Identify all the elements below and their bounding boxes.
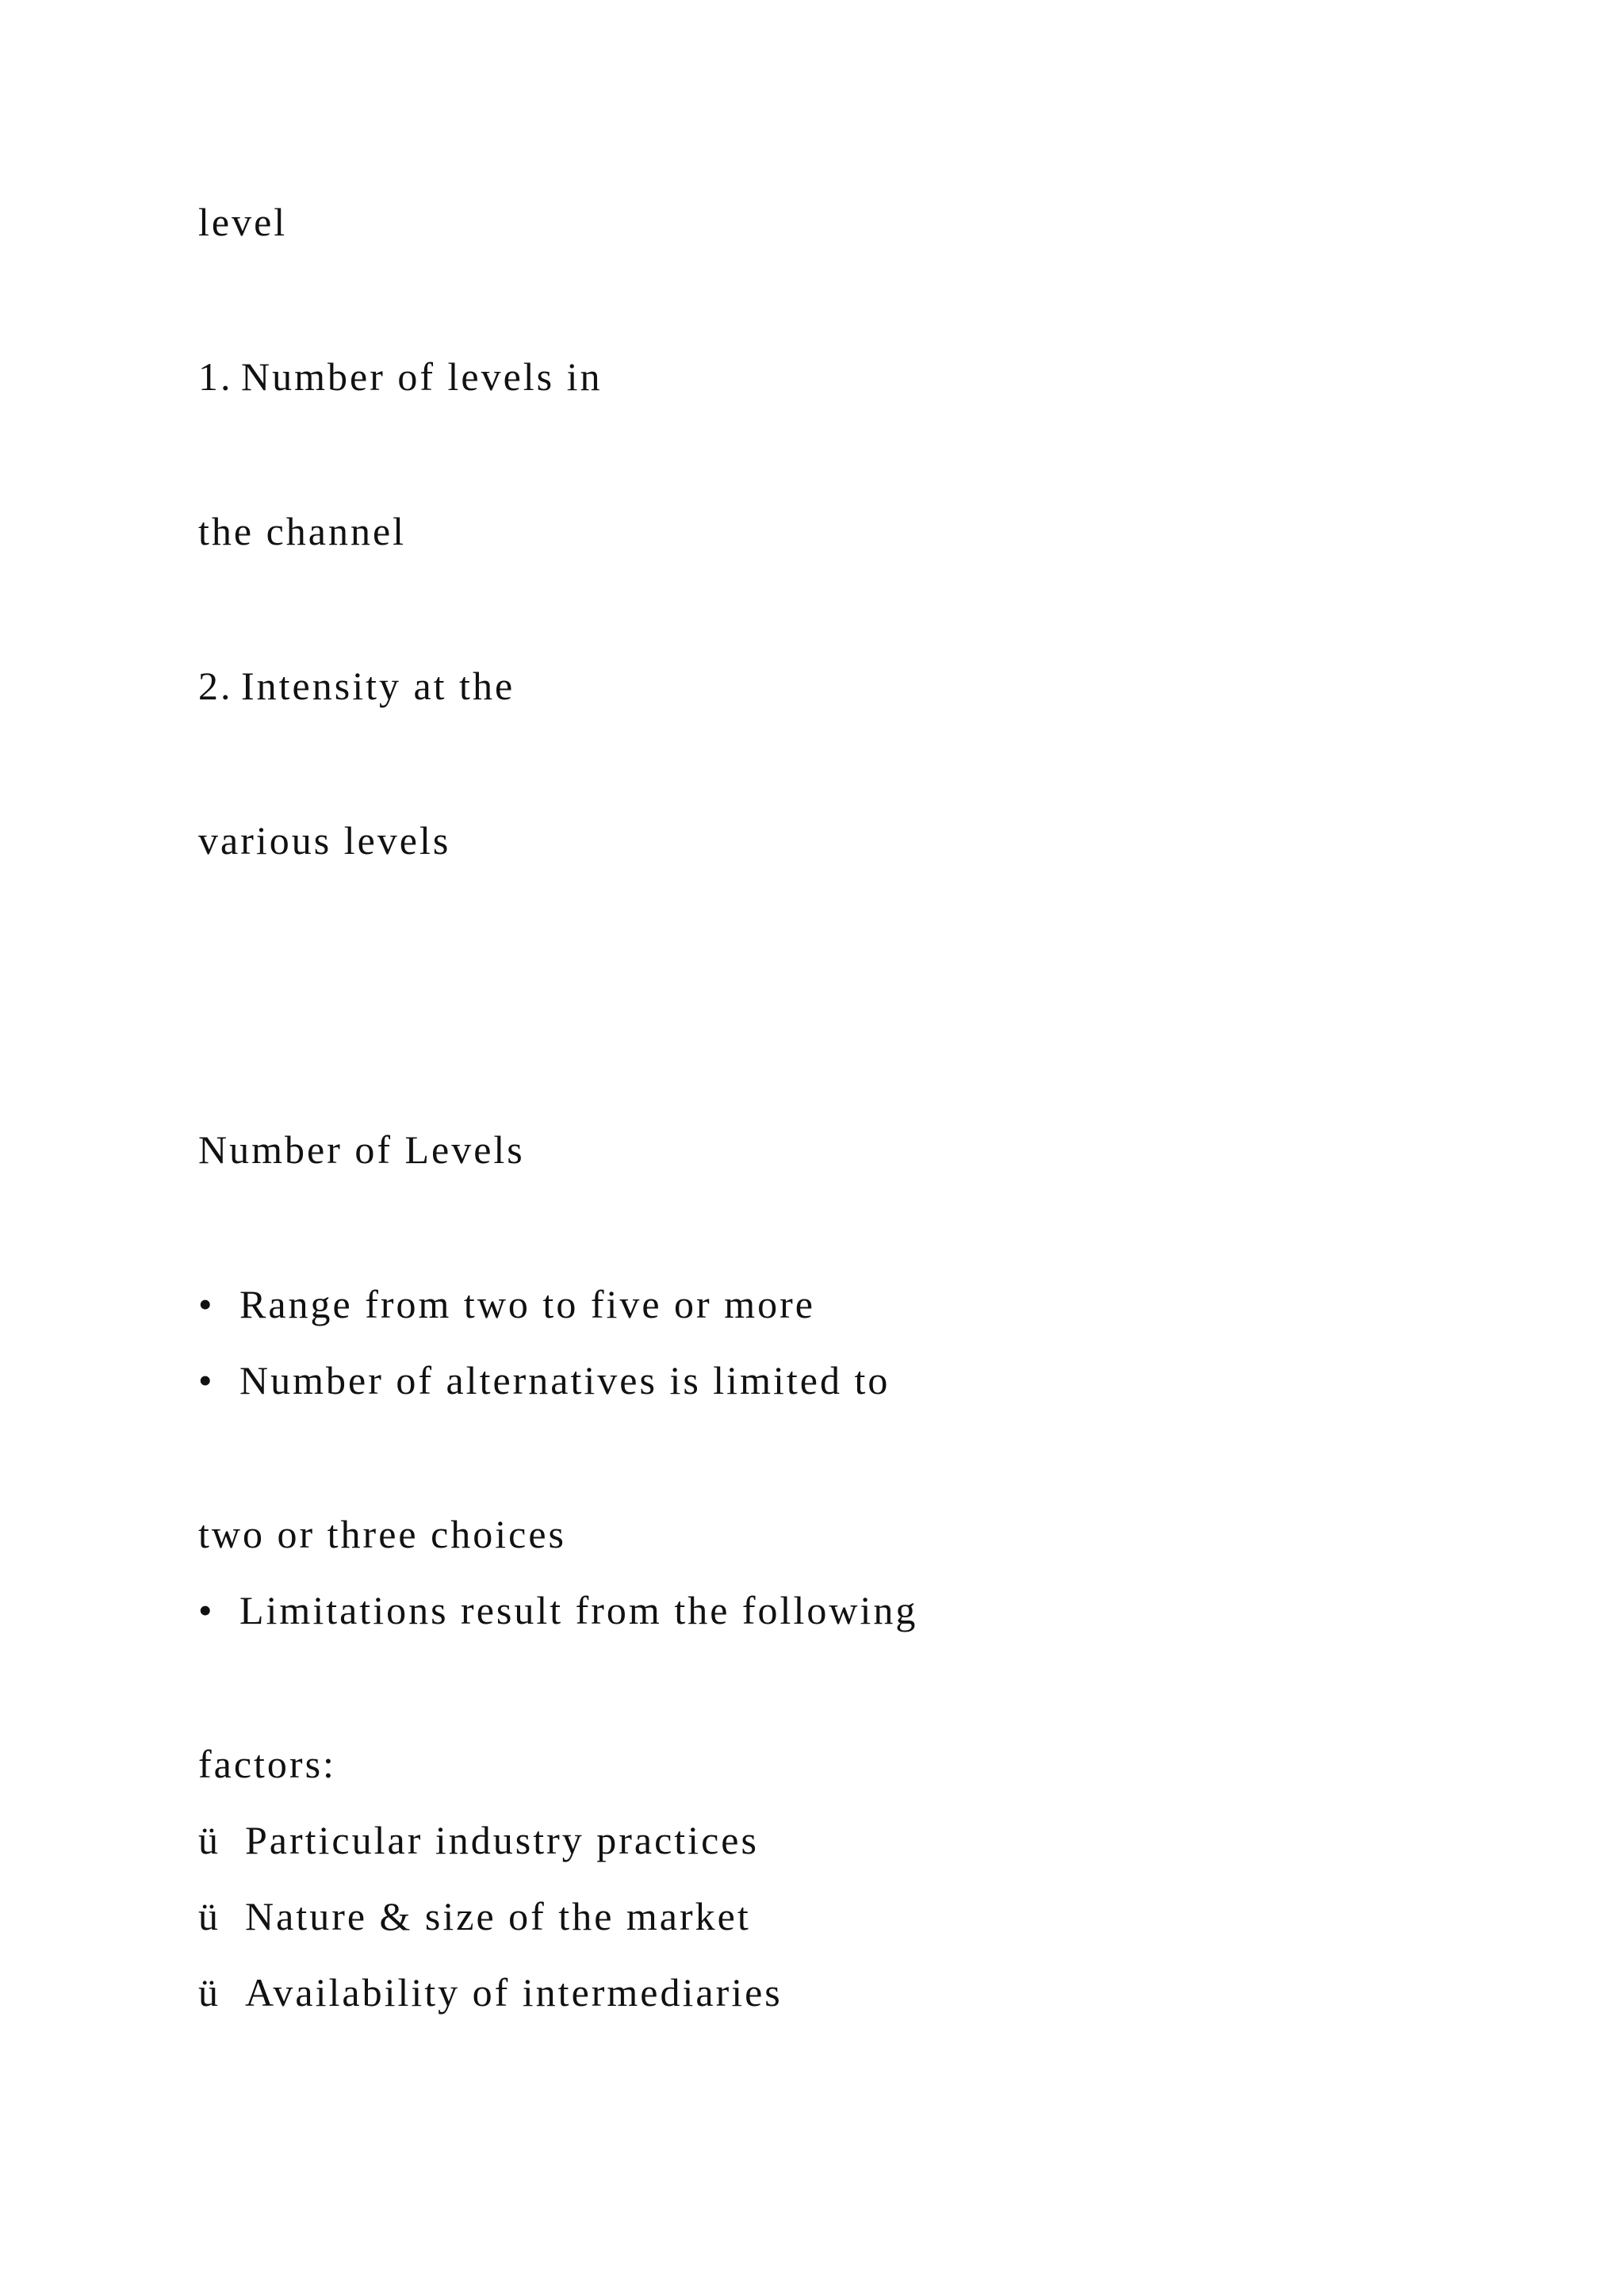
bullet-item [198,1357,890,1404]
numbered-item [198,662,515,710]
bullet-icon: • [198,1588,215,1632]
item-text: Limitations result from the following [239,1588,918,1632]
check-item [198,1969,783,2016]
item-text: Number of levels in [241,354,603,399]
text-line [198,1510,566,1558]
bullet-item [198,1586,917,1634]
item-text: Nature & size of the market [245,1894,751,1938]
checkmark-icon: ü [198,1818,220,1862]
bullet-icon: • [198,1358,215,1402]
line-text: the channel [198,509,407,553]
text-line [198,198,287,246]
line-text: various levels [198,818,451,863]
check-item [198,1892,751,1940]
line-text: two or three choices [198,1512,567,1556]
checkmark-icon: ü [198,1970,220,2015]
item-number: 2. [198,664,233,708]
checkmark-icon: ü [198,1894,220,1938]
text-line [198,1740,336,1788]
bullet-item [198,1280,815,1328]
item-text: Range from two to five or more [239,1282,815,1326]
line-text: factors: [198,1742,336,1786]
text-line [198,817,450,864]
section-heading [198,1126,525,1173]
numbered-item [198,353,603,400]
heading-text: Number of Levels [198,1127,525,1172]
check-item [198,1816,759,1864]
item-text: Number of alternatives is limited to [239,1358,891,1402]
text-line [198,507,406,555]
bullet-icon: • [198,1282,215,1326]
item-text: Intensity at the [241,664,515,708]
item-text: Particular industry practices [245,1818,759,1862]
item-number: 1. [198,354,233,399]
item-text: Availability of intermediaries [245,1970,783,2015]
line-text: level [198,200,288,244]
